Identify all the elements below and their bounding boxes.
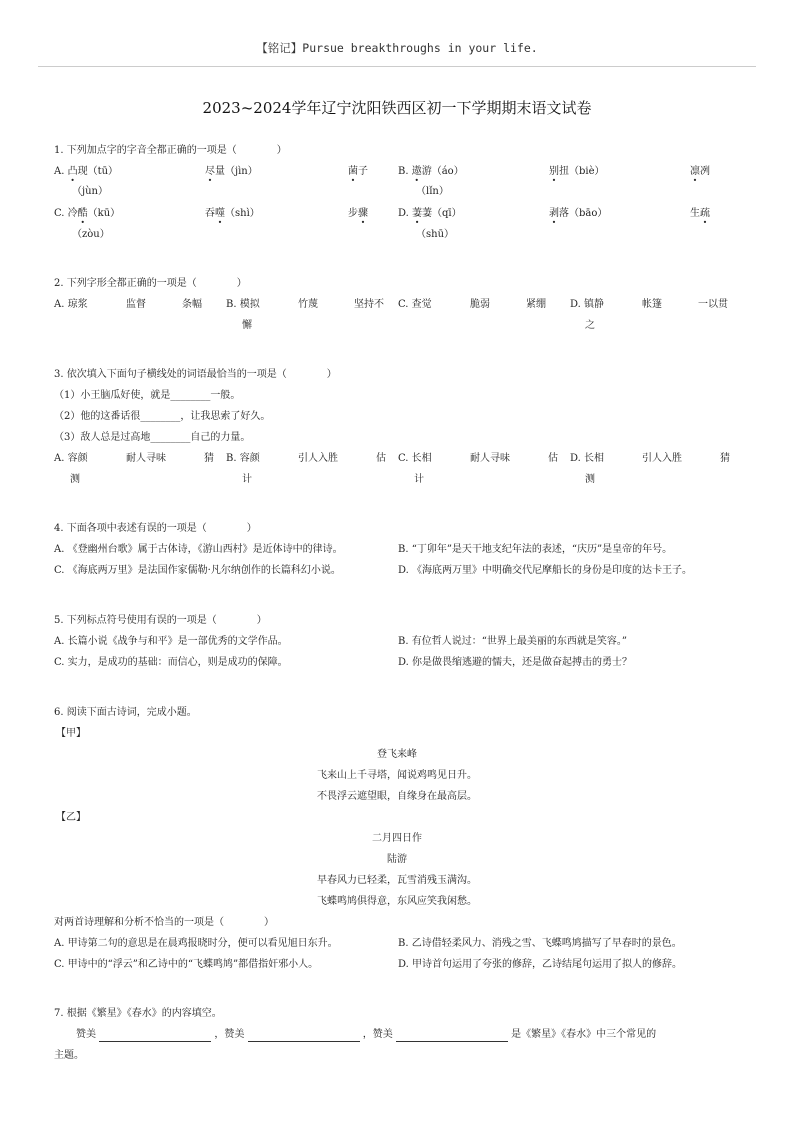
q6-option-a[interactable]: A. 甲诗第二句的意思是在晨鸡报晓时分，便可以看见旭日东升。	[54, 938, 338, 949]
q7-stem: 7. 根据《繁星》《春水》的内容填空。	[54, 1008, 222, 1019]
page-header: 【铭记】Pursue breakthroughs in your life.	[256, 41, 538, 55]
q2-option-c[interactable]: C. 查觉	[398, 299, 432, 310]
q1-option-b[interactable]: B. 遨游（áo）	[398, 166, 464, 177]
q3-d-word3-cont: 测	[585, 474, 595, 485]
q3-option-d[interactable]: D. 长相	[570, 453, 605, 464]
q2-b-word3: 坚持不	[354, 299, 384, 310]
q4-option-d[interactable]: D. 《海底两万里》中明确交代尼摩船长的身份是印度的达卡王子。	[398, 565, 693, 576]
q5-option-c[interactable]: C. 实力，是成功的基础：而信心，则是成功的保障。	[54, 657, 288, 668]
q2-b-word3-cont: 懈	[242, 320, 252, 331]
q3-c-word3: 估	[548, 453, 558, 464]
q1-option-d[interactable]: D. 萋萋（qī）	[398, 208, 462, 219]
q7-label-1: 赞美	[76, 1029, 96, 1040]
q4-option-b[interactable]: B. “丁卯年”是天干地支纪年法的表述，“庆历”是皇帝的年号。	[398, 544, 673, 555]
q1-option-c[interactable]: C. 冷酷（kū）	[54, 208, 121, 219]
q2-option-a[interactable]: A. 琼浆	[54, 299, 88, 310]
poem1-line1: 飞来山上千寻塔，闻说鸡鸣见日升。	[317, 770, 477, 781]
q3-b-word2: 引人入胜	[298, 453, 338, 464]
page-title: 2023~2024学年辽宁沈阳铁西区初一下学期期末语文试卷	[202, 99, 592, 117]
q7-end: 主题。	[54, 1050, 84, 1061]
poem2-author: 陆游	[387, 854, 407, 865]
q3-a-word2: 耐人寻味	[126, 453, 166, 464]
q3-option-c[interactable]: C. 长相	[398, 453, 432, 464]
q6-question: 对两首诗理解和分析不恰当的一项是（ ）	[54, 917, 274, 928]
q3-b-word3: 估	[376, 453, 386, 464]
q2-option-d[interactable]: D. 镇静	[570, 299, 605, 310]
q3-option-a[interactable]: A. 容颜	[54, 453, 88, 464]
q6-option-c[interactable]: C. 甲诗中的“浮云”和乙诗中的“飞蝶鸣鸠”都借指奸邪小人。	[54, 959, 319, 970]
q2-d-word3: 一以贯	[698, 299, 728, 310]
q3-sentence-3: （3）敌人总是过高地________自己的力量。	[54, 432, 251, 443]
q3-c-word3-cont: 计	[414, 474, 424, 485]
q1-option-a-word2: 尽量（jìn）	[205, 166, 258, 177]
q5-stem: 5. 下列标点符号使用有误的一项是（ ）	[54, 615, 267, 626]
q2-d-word2: 帐篷	[642, 299, 662, 310]
q6-option-d[interactable]: D. 甲诗首句运用了夸张的修辞，乙诗结尾句运用了拟人的修辞。	[398, 959, 683, 970]
q2-stem: 2. 下列字形全都正确的一项是（ ）	[54, 278, 247, 289]
q3-d-word3: 猜	[720, 453, 730, 464]
q2-c-word2: 脆弱	[470, 299, 490, 310]
q2-d-word3-cont: 之	[585, 320, 595, 331]
q1-option-a-word3: 菌子	[348, 166, 368, 177]
q4-option-a[interactable]: A. 《登幽州台歌》属于古体诗，《游山西村》是近体诗中的律诗。	[54, 544, 343, 555]
q5-option-b[interactable]: B. 有位哲人说过：“世界上最美丽的东西就是笑容。”	[398, 636, 627, 647]
q7-label-3: ，赞美	[362, 1029, 393, 1040]
q7-blank-2[interactable]	[248, 1029, 360, 1042]
q2-a-word3: 条幅	[182, 299, 202, 310]
q6-stem: 6. 阅读下面古诗词，完成小题。	[54, 707, 197, 718]
q1-stem: 1. 下列加点字的字音全都正确的一项是（ ）	[54, 145, 287, 156]
q7-fill-line	[76, 1028, 656, 1042]
q1-option-b-pinyin3: （lǐn）	[416, 186, 449, 197]
q1-option-a-pinyin3: （jùn）	[72, 186, 108, 197]
poem1-title: 登飞来峰	[377, 749, 417, 760]
q1-option-d-word2: 剥落（bāo）	[549, 208, 608, 219]
q2-a-word2: 监督	[126, 299, 146, 310]
q1-option-c-pinyin3: （zòu）	[72, 229, 110, 240]
q7-tail: 是《繁星》《春水》中三个常见的	[511, 1029, 657, 1040]
q7-blank-3[interactable]	[396, 1029, 508, 1042]
q3-sentence-1: （1）小王脑瓜好使，就是________一般。	[54, 390, 241, 401]
q1-option-c-word3: 步骤	[348, 208, 368, 219]
q2-option-b[interactable]: B. 模拟	[226, 299, 260, 310]
q3-option-b[interactable]: B. 容颜	[226, 453, 260, 464]
q7-blank-1[interactable]	[99, 1029, 211, 1042]
q3-stem: 3. 依次填入下面句子横线处的词语最恰当的一项是（ ）	[54, 369, 337, 380]
q4-stem: 4. 下面各项中表述有误的一项是（ ）	[54, 523, 257, 534]
poem2-title: 二月四日作	[372, 833, 422, 844]
q3-a-word3: 猜	[204, 453, 214, 464]
q6-jia-label: 【甲】	[56, 728, 86, 739]
q3-c-word2: 耐人寻味	[470, 453, 510, 464]
q5-option-d[interactable]: D. 你是做畏缩逃避的懦夫，还是做奋起搏击的勇士？	[398, 657, 633, 668]
q3-a-word3-cont: 测	[70, 474, 80, 485]
header-divider	[38, 66, 756, 67]
q5-option-a[interactable]: A. 长篇小说《战争与和平》是一部优秀的文学作品。	[54, 636, 288, 647]
q3-b-word3-cont: 计	[242, 474, 252, 485]
q1-option-b-word2: 别扭（biè）	[549, 166, 605, 177]
q2-c-word3: 紧绷	[526, 299, 546, 310]
q6-option-b[interactable]: B. 乙诗借轻柔风力、消残之雪、飞蝶鸣鸠描写了早春时的景色。	[398, 938, 682, 949]
q1-option-d-word3: 生疏	[690, 208, 710, 219]
q2-b-word2: 竹蔑	[298, 299, 318, 310]
q6-yi-label: 【乙】	[56, 812, 86, 823]
q4-option-c[interactable]: C. 《海底两万里》是法国作家儒勒·凡尔纳创作的长篇科幻小说。	[54, 565, 341, 576]
q7-label-2: ，赞美	[214, 1029, 245, 1040]
poem1-line2: 不畏浮云遮望眼，自缘身在最高层。	[317, 791, 477, 802]
q1-option-a[interactable]: A. 凸现（tū）	[54, 166, 119, 177]
q3-d-word2: 引人入胜	[642, 453, 682, 464]
q3-sentence-2: （2）他的这番话很________，让我思索了好久。	[54, 411, 271, 422]
q1-option-b-word3: 凛冽	[690, 166, 710, 177]
poem2-line1: 早春风力已轻柔，瓦雪消残玉满沟。	[317, 875, 477, 886]
poem2-line2: 飞蝶鸣鸠俱得意，东风应笑我闲愁。	[317, 896, 477, 907]
q1-option-d-pinyin3: （shū）	[416, 229, 455, 240]
q1-option-c-word2: 吞噬（shì）	[205, 208, 260, 219]
